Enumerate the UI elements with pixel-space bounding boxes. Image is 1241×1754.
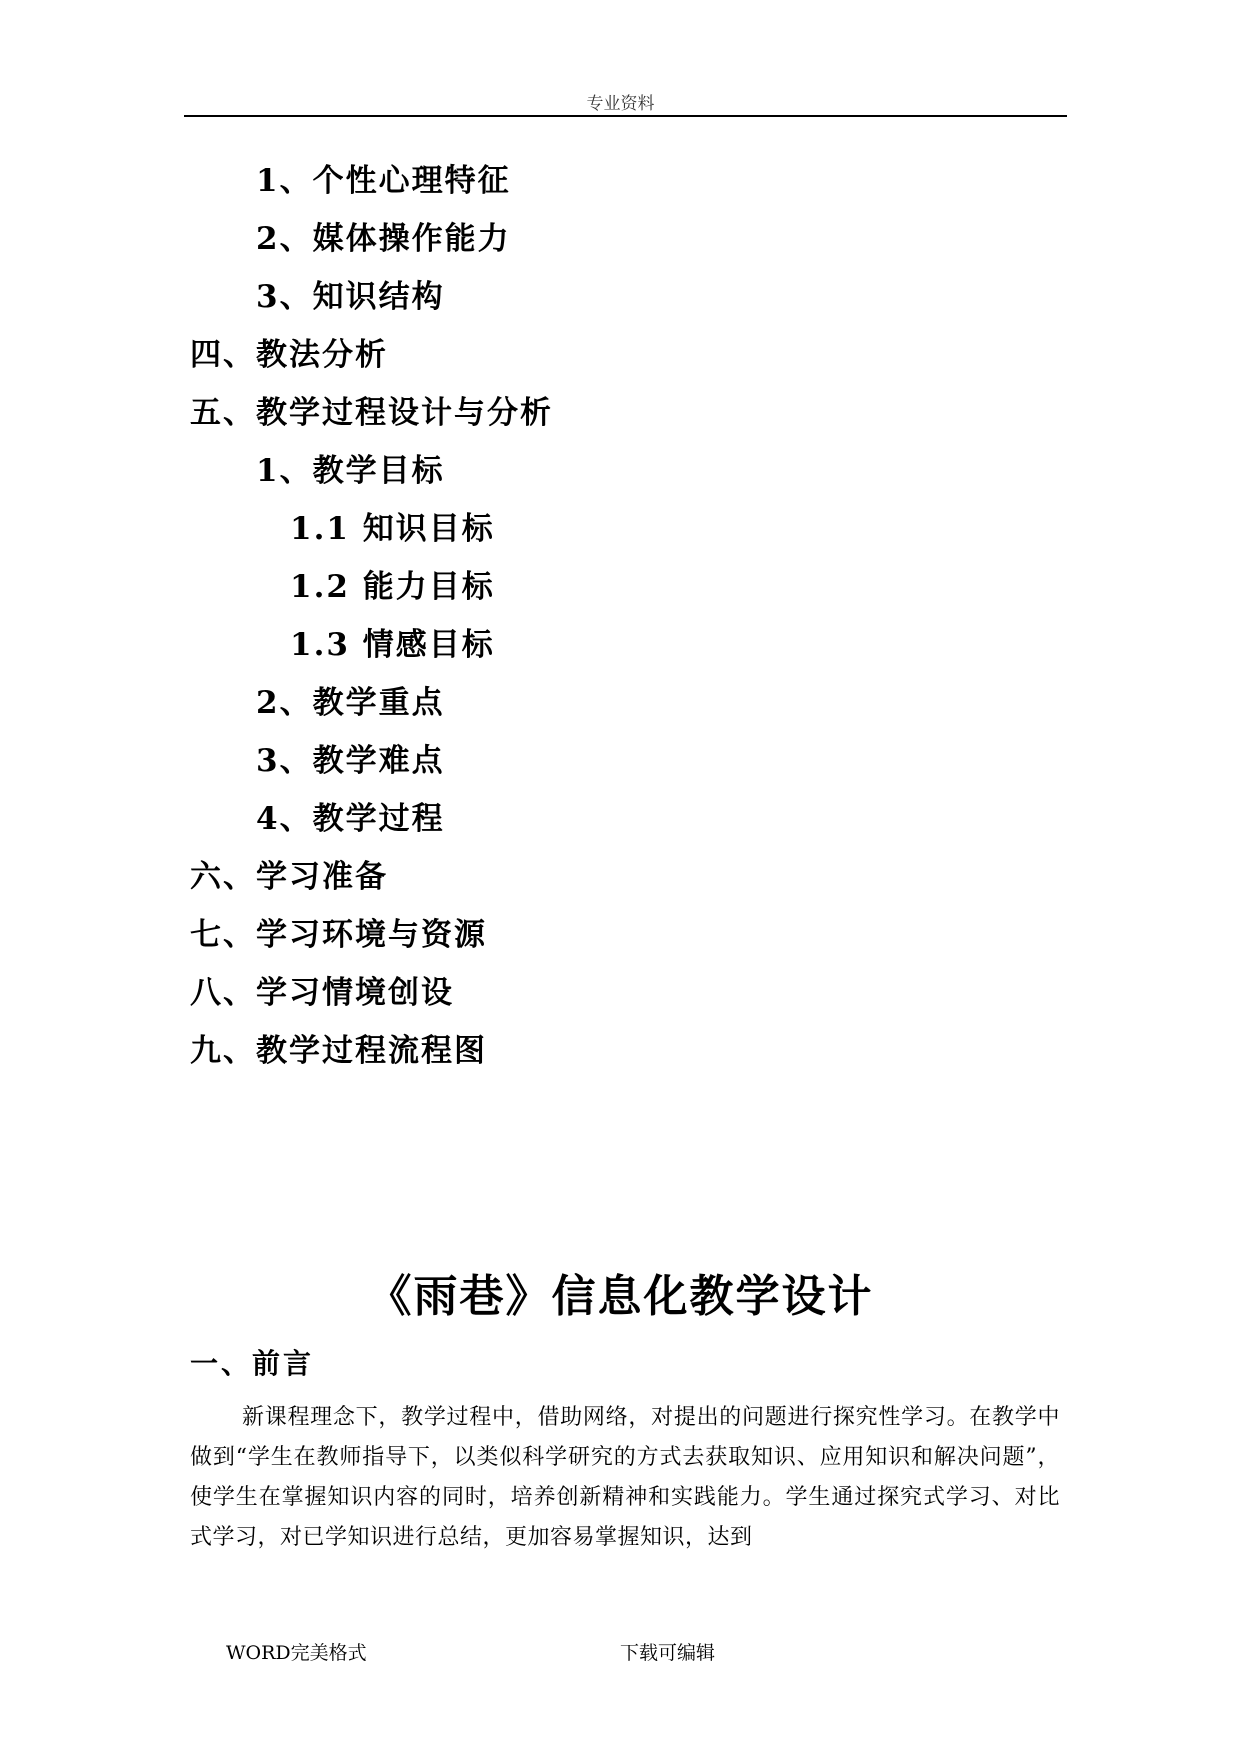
toc-item: 1.2 能力目标 <box>290 569 495 605</box>
toc-item: 3、教学难点 <box>256 743 445 779</box>
toc-item: 1、教学目标 <box>256 453 445 489</box>
body-paragraph: 新课程理念下，教学过程中，借助网络，对提出的问题进行探究性学习。在教学中做到“学生在教师指导下，以类似科学研究的方式去获取知识、应用知识和解决问题”，使学生在掌握知识内容的同时，培养创新精神和实践能力。学生通过探究式学习、对比式学习，对已学知识进行总结，更加容易掌握知识，达到 <box>190 1405 1060 1550</box>
toc-item: 六、学习准备 <box>190 859 388 895</box>
toc-item: 4、教学过程 <box>256 801 445 837</box>
section-heading: 一、前言 <box>190 1347 315 1380</box>
toc-item: 1.1 知识目标 <box>290 511 495 547</box>
toc-item: 四、教法分析 <box>190 337 388 373</box>
toc-item: 1、个性心理特征 <box>256 163 511 199</box>
toc-item: 2、媒体操作能力 <box>256 221 511 257</box>
page-header: 专业资料 <box>586 94 655 114</box>
toc-item: 八、学习情境创设 <box>190 975 454 1011</box>
document-title: 《雨巷》信息化教学设计 <box>367 1271 874 1322</box>
footer-right-text: 下载可编辑 <box>620 1642 716 1664</box>
toc-item: 七、学习环境与资源 <box>190 917 487 953</box>
toc-item: 1.3 情感目标 <box>290 627 495 663</box>
header-divider <box>184 115 1067 117</box>
toc-item: 九、教学过程流程图 <box>190 1033 487 1069</box>
toc-item: 2、教学重点 <box>256 685 445 721</box>
toc-item: 3、知识结构 <box>256 279 445 315</box>
footer-left-text: WORD完美格式 <box>226 1642 367 1664</box>
toc-item: 五、教学过程设计与分析 <box>190 395 553 431</box>
